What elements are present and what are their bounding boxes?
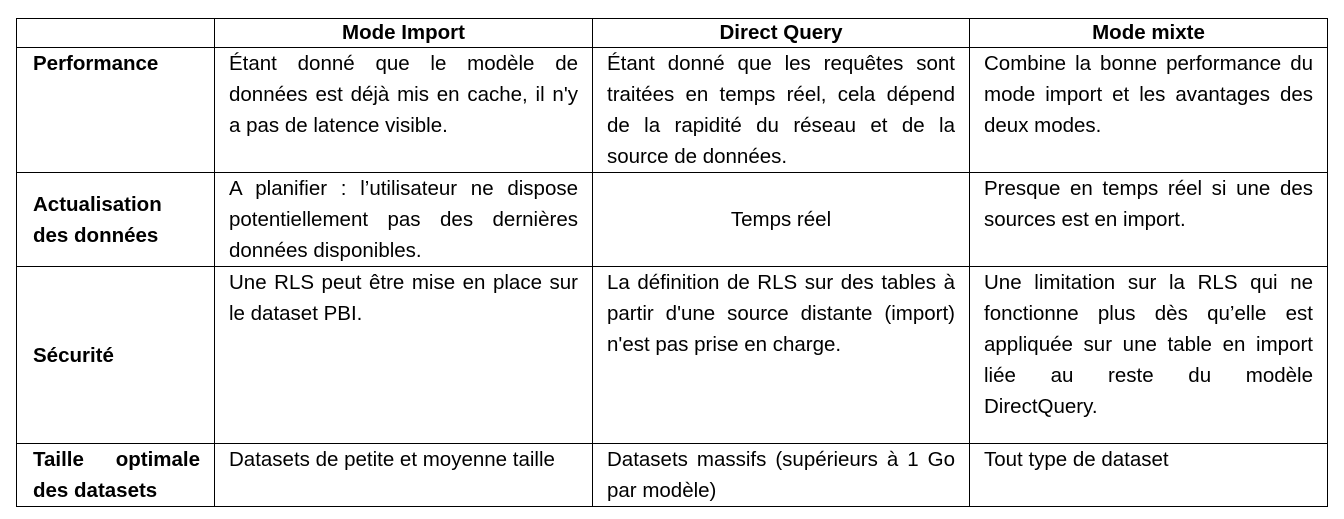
table-row-actualisation [17, 173, 1328, 267]
row-label-performance: Performance [17, 48, 215, 173]
cell-securite-import: Une RLS peut être mise en place sur le dataset PBI. [215, 267, 593, 444]
comparison-table [16, 18, 1328, 507]
table-row-securite [17, 267, 1328, 444]
cell-actualisation-import: A planifier : l’utilisateur ne dispose potentiellement pas des dernières données disponibles. [215, 173, 593, 267]
cell-actualisation-mixte: Presque en temps réel si une des sources est en import. [970, 173, 1328, 267]
header-corner-cell [17, 19, 215, 48]
cell-performance-mixte: Combine la bonne performance du mode import et les avantages des deux modes. [970, 48, 1328, 173]
cell-actualisation-directquery: Temps réel [593, 173, 970, 267]
header-mode-mixte: Mode mixte [970, 19, 1328, 48]
cell-taille-mixte: Tout type de dataset [970, 444, 1328, 507]
header-direct-query: Direct Query [593, 19, 970, 48]
cell-taille-directquery: Datasets massifs (supérieurs à 1 Go par modèle) [593, 444, 970, 507]
table-row-performance [17, 48, 1328, 173]
row-label-securite: Sécurité [17, 267, 215, 444]
cell-performance-directquery: Étant donné que les requêtes sont traitées en temps réel, cela dépend de la rapidité du réseau et de la source de données. [593, 48, 970, 173]
row-label-taille: Taille optimale des datasets [17, 444, 215, 507]
cell-securite-directquery: La définition de RLS sur des tables à partir d'une source distante (import) n'est pas prise en charge. [593, 267, 970, 444]
cell-performance-import: Étant donné que le modèle de données est déjà mis en cache, il n'y a pas de latence visible. [215, 48, 593, 173]
cell-taille-import: Datasets de petite et moyenne taille [215, 444, 593, 507]
header-row [17, 19, 1328, 48]
header-mode-import: Mode Import [215, 19, 593, 48]
table-row-taille [17, 444, 1328, 507]
row-label-actualisation: Actualisation des données [17, 173, 215, 267]
cell-securite-mixte: Une limitation sur la RLS qui ne fonctionne plus dès qu’elle est appliquée sur une table en import liée au reste du modèle DirectQuery. [970, 267, 1328, 444]
